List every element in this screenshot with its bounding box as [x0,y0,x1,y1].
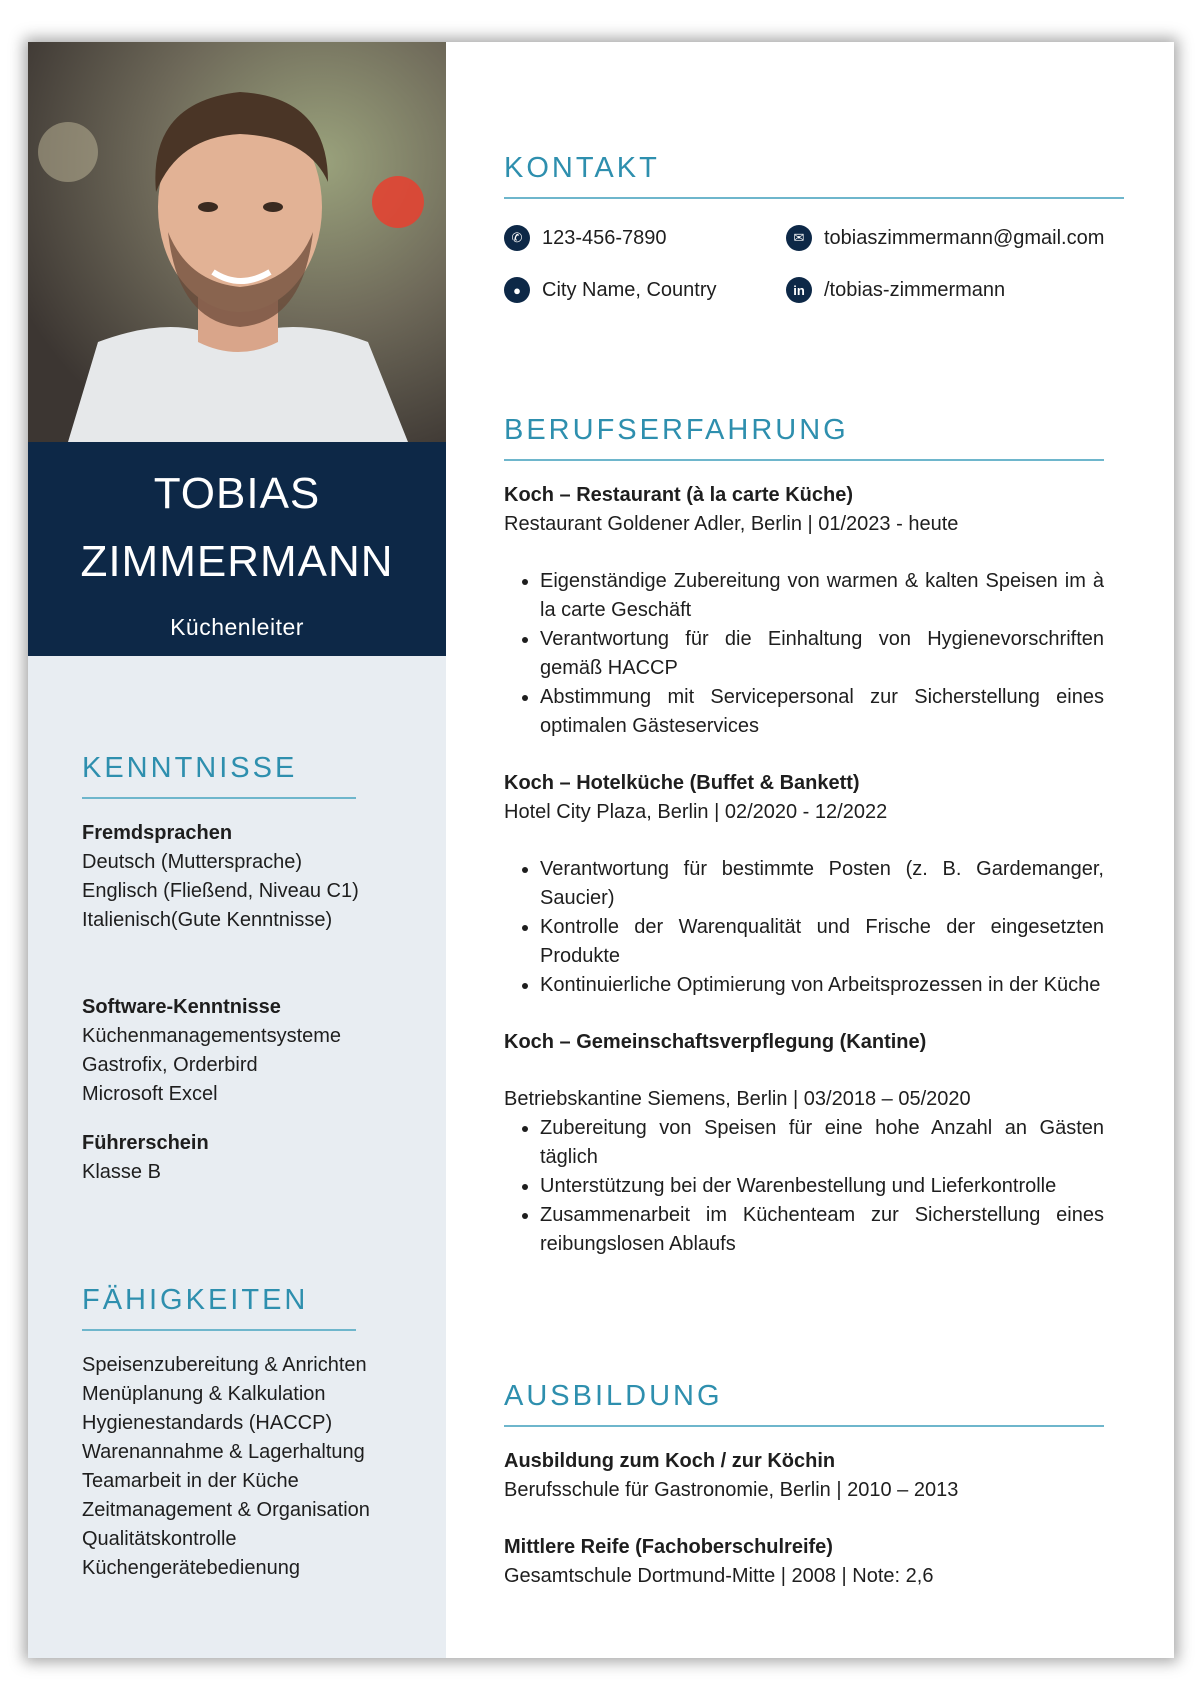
job-bullet: • Kontinuierliche Optimierung von Arbeitsprozessen in der Küche [540,971,1104,1000]
education-entry [504,1447,1104,1505]
ability-item: Teamarbeit in der Küche [82,1470,299,1492]
education-detail: Berufsschule für Gastronomie, Berlin | 2010 – 2013 [504,1479,959,1501]
skill-line: Englisch (Fließend, Niveau C1) [82,880,359,902]
phone-text: 123-456-7890 [542,226,667,249]
experience-heading: BERUFSERFAHRUNG [504,414,1104,461]
abilities-heading: FÄHIGKEITEN [82,1284,356,1331]
job-bullet: • Unterstützung bei der Warenbestellung und Lieferkontrolle [540,1172,1104,1201]
skills-group-title: Führerschein [82,1132,209,1154]
linkedin-text[interactable]: /tobias-zimmermann [824,278,1006,301]
job-title: Küchenleiter [170,614,304,640]
email-text[interactable]: tobiaszimmermann@gmail.com [824,226,1105,249]
education-detail: Gesamtschule Dortmund-Mitte | 2008 | Note: 2,6 [504,1565,934,1587]
abilities-section [82,1284,382,1583]
job-bullets [504,567,1104,741]
contact-heading: KONTAKT [504,152,1124,199]
education-entry [504,1533,1104,1591]
skills-group-title: Software-Kenntnisse [82,996,281,1018]
education-section [504,1380,1104,1591]
skills-group-title: Fremdsprachen [82,822,233,844]
contact-location [504,277,717,303]
skill-line: Deutsch (Muttersprache) [82,851,303,873]
resume-page [28,42,1174,1658]
job-place: Betriebskantine Siemens, Berlin | 03/2018 – 05/2020 [504,1088,971,1110]
job-bullets [504,855,1104,1000]
education-heading: AUSBILDUNG [504,1380,1104,1427]
mail-icon: ✉ [786,225,812,251]
job-title: Koch – Hotelküche (Buffet & Bankett) [504,772,860,794]
last-name: ZIMMERMANN [80,537,394,586]
skill-line: Gastrofix, Orderbird [82,1054,258,1076]
skills-group-license [82,1129,382,1187]
education-title: Mittlere Reife (Fachoberschulreife) [504,1536,833,1558]
ability-item: Menüplanung & Kalkulation [82,1383,326,1405]
skill-line: Klasse B [82,1161,161,1183]
contact-grid [504,225,1144,321]
ability-item: Speisenzubereitung & Anrichten [82,1354,367,1376]
ability-item: Qualitätskontrolle [82,1528,237,1550]
job-entry [504,1028,1104,1259]
skills-group-software [82,993,382,1109]
contact-phone [504,225,667,251]
skills-section [82,752,382,1187]
job-bullet: • Eigenständige Zubereitung von warmen & kalten Speisen im à la carte Geschäft [540,567,1104,625]
profile-photo [28,42,446,442]
contact-linkedin[interactable] [786,277,1005,303]
location-text: City Name, Country [542,278,717,301]
experience-section [504,414,1104,1259]
ability-item: Küchengerätebedienung [82,1557,300,1579]
education-title: Ausbildung zum Koch / zur Köchin [504,1450,836,1472]
contact-email[interactable] [786,225,1104,251]
first-name: TOBIAS [153,469,321,518]
job-place: Restaurant Goldener Adler, Berlin | 01/2023 - heute [504,513,959,535]
location-icon: ● [504,277,530,303]
contact-section [504,152,1124,321]
job-bullet: • Zusammenarbeit im Küchenteam zur Sicherstellung eines reibungslosen Ablaufs [540,1201,1104,1259]
job-bullets [504,1114,1104,1259]
skills-heading: KENNTNISSE [82,752,356,799]
job-bullet: • Zubereitung von Speisen für eine hohe Anzahl an Gästen täglich [540,1114,1104,1172]
job-entry [504,481,1104,741]
job-title: Koch – Gemeinschaftsverpflegung (Kantine) [504,1031,927,1053]
job-entry [504,769,1104,1000]
job-bullet: • Verantwortung für die Einhaltung von Hygienevorschriften gemäß HACCP [540,625,1104,683]
linkedin-icon: in [786,277,812,303]
job-bullet: • Abstimmung mit Servicepersonal zur Sicherstellung eines optimalen Gästeservices [540,683,1104,741]
skills-group-languages [82,819,382,935]
ability-item: Hygienestandards (HACCP) [82,1412,333,1434]
abilities-list [82,1351,382,1583]
skill-line: Microsoft Excel [82,1083,218,1105]
job-bullet: • Verantwortung für bestimmte Posten (z. B. Gardemanger, Saucier) [540,855,1104,913]
name-block [28,442,446,656]
skill-line: Küchenmanagementsysteme [82,1025,342,1047]
ability-item: Zeitmanagement & Organisation [82,1499,370,1521]
ability-item: Warenannahme & Lagerhaltung [82,1441,365,1463]
job-bullet: • Kontrolle der Warenqualität und Frische der eingesetzten Produkte [540,913,1104,971]
skill-line: Italienisch(Gute Kenntnisse) [82,909,333,931]
job-place: Hotel City Plaza, Berlin | 02/2020 - 12/2022 [504,801,888,823]
sidebar [28,42,446,1658]
job-title: Koch – Restaurant (à la carte Küche) [504,484,853,506]
phone-icon: ✆ [504,225,530,251]
